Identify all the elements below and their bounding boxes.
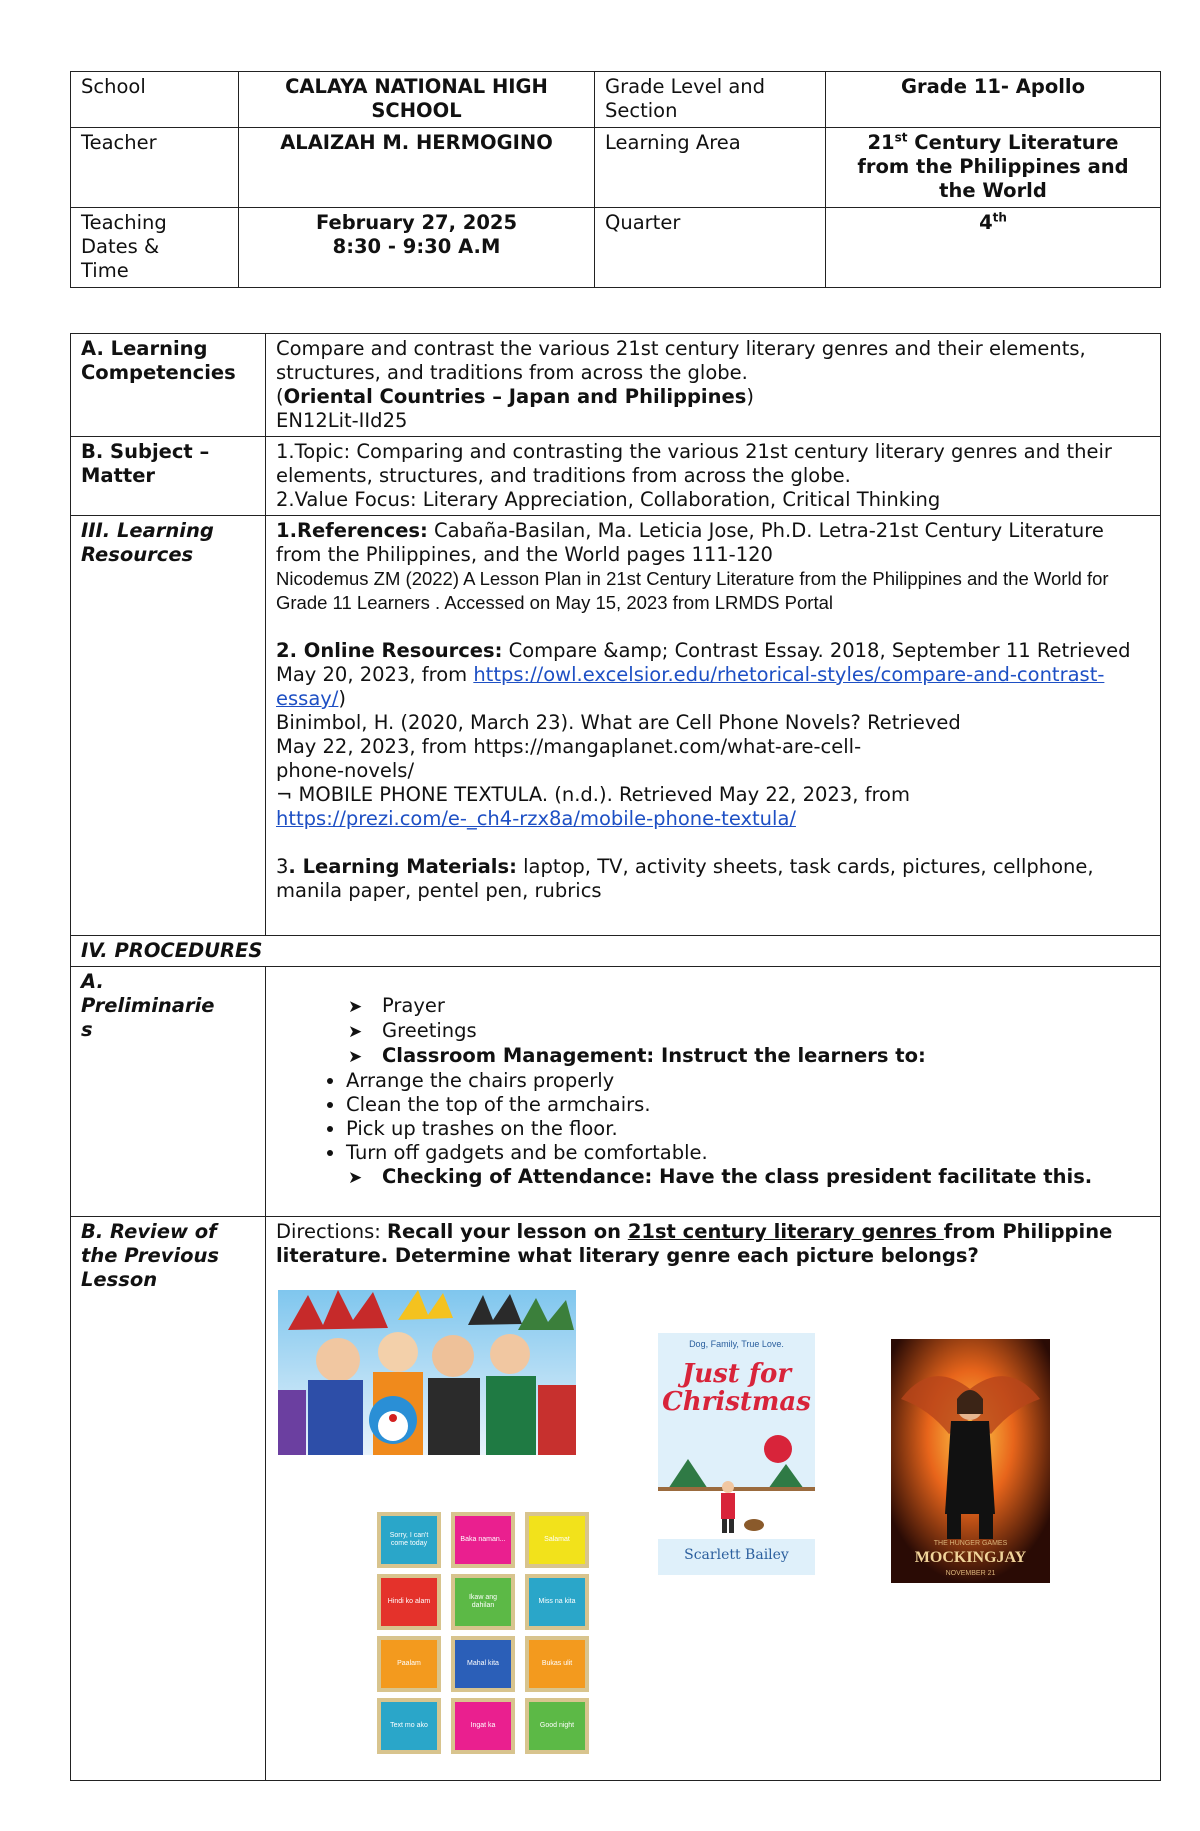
text-card [451, 1512, 515, 1568]
text-card [451, 1636, 515, 1692]
book-title: Just for Christmas [662, 1359, 811, 1417]
preliminaries-label: A. Preliminarie s [71, 967, 266, 1217]
subject-matter-label: B. Subject – Matter [71, 437, 266, 516]
prezi-link[interactable]: https://prezi.com/e-_ch4-rzx8a/mobile-phone-textula/ [276, 807, 796, 830]
text-card-label: Salamat [544, 1536, 570, 1543]
text-card-label: Mahal kita [467, 1660, 499, 1667]
text-card-label: Hindi ko alam [387, 1598, 431, 1605]
online-resources: 2. Online Resources: Compare &amp; Contrast Essay. 2018, September 11 Retrieved May 20, 2023, from https://owl.excelsior.edu/rhetorical-styles/compare-and-contrast-essay/) [276, 639, 1131, 710]
review-directions: Directions: Recall your lesson on 21st century literary genres from Philippine literature. Determine what literary genre each picture belongs? [276, 1220, 1113, 1267]
attendance-step [276, 1165, 1150, 1190]
subject-matter-content: 1.Topic: Comparing and contrasting the various 21st century literary genres and their elements, structures, and traditions from across the globe. 2.Value Focus: Literary Appreciation, Collaboration, Critical Thinking [266, 437, 1161, 516]
instruction-item: • Clean the top of the armchairs. [346, 1093, 1150, 1117]
preliminary-steps [276, 994, 1150, 1069]
book-tagline: Dog, Family, True Love. [689, 1339, 784, 1349]
text-card-label: Ingat ka [470, 1722, 496, 1729]
instruction-item: • Pick up trashes on the floor. [346, 1117, 1150, 1141]
teacher-label: Teacher [71, 128, 239, 208]
classroom-instructions [276, 1069, 1150, 1165]
movie-title: MOCKINGJAY [914, 1549, 1027, 1566]
text-card [525, 1636, 589, 1692]
attendance-item: ➤ Checking of Attendance: Have the class president facilitate this. [348, 1165, 1150, 1190]
text-card-label: Baka naman... [460, 1536, 506, 1543]
header-table [70, 71, 1161, 288]
text-card [525, 1574, 589, 1630]
movie-date: NOVEMBER 21 [945, 1570, 996, 1577]
text-card-label: Good night [539, 1722, 575, 1729]
text-card-label: Paalam [397, 1660, 421, 1667]
text-card [377, 1636, 441, 1692]
teacher-value: ALAIZAH M. HERMOGINO [239, 128, 595, 208]
movie-poster-picture [891, 1339, 1050, 1583]
teaching-dates-value: February 27, 2025 8:30 - 9:30 A.M [239, 208, 595, 288]
text-card [451, 1698, 515, 1754]
preliminaries-content [266, 967, 1161, 1217]
learning-competencies-content: Compare and contrast the various 21st century literary genres and their elements, structures, and traditions from across the globe. (Oriental Countries – Japan and Philippines) EN12Lit-IId25 [266, 334, 1161, 437]
text-card [377, 1512, 441, 1568]
book-author: Scarlett Bailey [684, 1547, 789, 1563]
learning-area-value: 21st Century Literature from the Philippines and the World [826, 128, 1161, 208]
review-label: B. Review of the Previous Lesson [71, 1217, 266, 1781]
text-card-label: Miss na kita [538, 1598, 576, 1605]
classroom-management-item: ➤ Classroom Management: Instruct the learners to: [348, 1044, 1150, 1069]
text-card-label: Sorry, I can't come today [389, 1532, 429, 1547]
text-card [525, 1698, 589, 1754]
grade-level-value: Grade 11- Apollo [826, 72, 1161, 128]
greetings-item: ➤ Greetings [348, 1019, 1150, 1044]
text-card-label: Text mo ako [390, 1722, 428, 1729]
learning-competencies-label: A. Learning Competencies [71, 334, 266, 437]
movie-subtitle: THE HUNGER GAMES [933, 1540, 1008, 1547]
book-cover-picture [658, 1333, 815, 1575]
text-card [377, 1698, 441, 1754]
text-cards-grid [377, 1512, 591, 1754]
instruction-item: • Turn off gadgets and be comfortable. [346, 1141, 1150, 1165]
instruction-item: • Arrange the chairs properly [346, 1069, 1150, 1093]
procedures-heading: IV. PROCEDURES [71, 936, 1161, 967]
text-card [377, 1574, 441, 1630]
text-card [451, 1574, 515, 1630]
quarter-value: 4th [826, 208, 1161, 288]
learning-materials: 3. Learning Materials: laptop, TV, activity sheets, task cards, pictures, cellphone, manila paper, pentel pen, rubrics [276, 855, 1094, 902]
learning-resources-label: III. Learning Resources [71, 516, 266, 936]
text-card [525, 1512, 589, 1568]
learning-area-label: Learning Area [595, 128, 826, 208]
mobile-textula-reference: ¬ MOBILE PHONE TEXTULA. (n.d.). Retrieved May 22, 2023, from https://prezi.com/e-_ch4-rzx8a/mobile-phone-textula/ [276, 783, 910, 830]
text-card-label: Bukas ulit [541, 1660, 573, 1667]
owl-excelsior-link[interactable]: https://owl.excelsior.edu/rhetorical-styles/compare-and-contrast-essay/ [276, 663, 1105, 710]
learning-resources-content [266, 516, 1161, 936]
prayer-item: ➤ Prayer [348, 994, 1150, 1019]
text-cards-picture [377, 1512, 591, 1755]
binimbol-reference: Binimbol, H. (2020, March 23). What are Cell Phone Novels? Retrieved May 22, 2023, from https://mangaplanet.com/what-are-cell- phone-novels/ [276, 711, 961, 782]
anime-characters-picture [278, 1290, 576, 1455]
text-card-label: Ikaw ang dahilan [468, 1594, 498, 1609]
school-label: School [71, 72, 239, 128]
reference-nicodemus: Nicodemus ZM (2022) A Lesson Plan in 21st Century Literature from the Philippines and the World for Grade 11 Learners . Accessed on May 15, 2023 from LRMDS Portal [276, 568, 1109, 613]
references: 1.References: Cabaña-Basilan, Ma. Leticia Jose, Ph.D. Letra-21st Century Literature from the Philippines, and the World pages 111-120 [276, 519, 1104, 566]
teaching-dates-label: Teaching Dates & Time [71, 208, 239, 288]
school-value: CALAYA NATIONAL HIGH SCHOOL [239, 72, 595, 128]
quarter-label: Quarter [595, 208, 826, 288]
grade-level-label: Grade Level and Section [595, 72, 826, 128]
